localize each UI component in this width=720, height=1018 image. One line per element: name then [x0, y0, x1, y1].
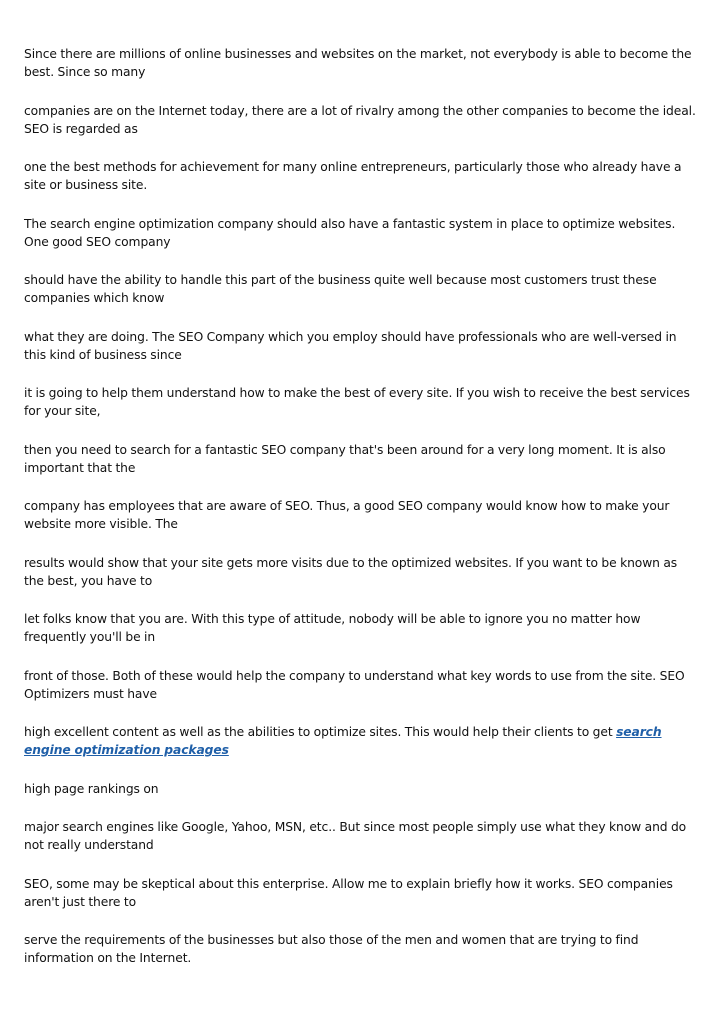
paragraph: then you need to search for a fantastic SEO company that's been around for a very long moment. It is also important that the — [24, 442, 666, 475]
paragraph: results would show that your site gets more visits due to the optimized websites. If you want to be known as the best, you have to — [24, 555, 678, 588]
paragraph: what they are doing. The SEO Company which you employ should have professionals who are well-versed in this kind of business since — [24, 329, 677, 362]
paragraph: The search engine optimization company should also have a fantastic system in place to optimize websites. One good SEO company — [24, 216, 676, 249]
paragraph: major search engines like Google, Yahoo, MSN, etc.. But since most people simply use what they know and do not really understand — [24, 820, 687, 852]
document-body — [24, 45, 696, 988]
paragraph: high page rankings on — [24, 781, 159, 796]
paragraph: SEO, some may be skeptical about this enterprise. Allow me to explain briefly how it works. SEO companies aren't just there to — [24, 876, 673, 909]
paragraph: one the best methods for achievement for many online entrepreneurs, particularly those who already have a site or business site. — [24, 160, 682, 192]
seo-packages-link[interactable]: search engine optimization packages — [24, 725, 662, 757]
paragraph: company has employees that are aware of SEO. Thus, a good SEO company would know how to make your website more visible. The — [24, 499, 670, 531]
paragraph: front of those. Both of these would help the company to understand what key words to use from the site. SEO Optimizers must have — [24, 668, 685, 701]
paragraph: it is going to help them understand how to make the best of every site. If you wish to receive the best services for your site, — [24, 386, 690, 418]
paragraph: should have the ability to handle this part of the business quite well because most customers trust these companies which know — [24, 273, 657, 305]
paragraph-text: high excellent content as well as the abilities to optimize sites. This would help their clients to get — [24, 725, 617, 739]
paragraph: Since there are millions of online businesses and websites on the market, not everybody is able to become the best. Since so many — [24, 47, 692, 79]
paragraph: companies are on the Internet today, there are a lot of rivalry among the other companies to become the ideal. SEO is regarded as — [24, 103, 696, 136]
paragraph: let folks know that you are. With this type of attitude, nobody will be able to ignore you no matter how frequently you'll be in — [24, 612, 641, 644]
paragraph: serve the requirements of the businesses but also those of the men and women that are trying to find information on the Internet. — [24, 933, 639, 965]
paragraph-with-link — [24, 723, 696, 759]
